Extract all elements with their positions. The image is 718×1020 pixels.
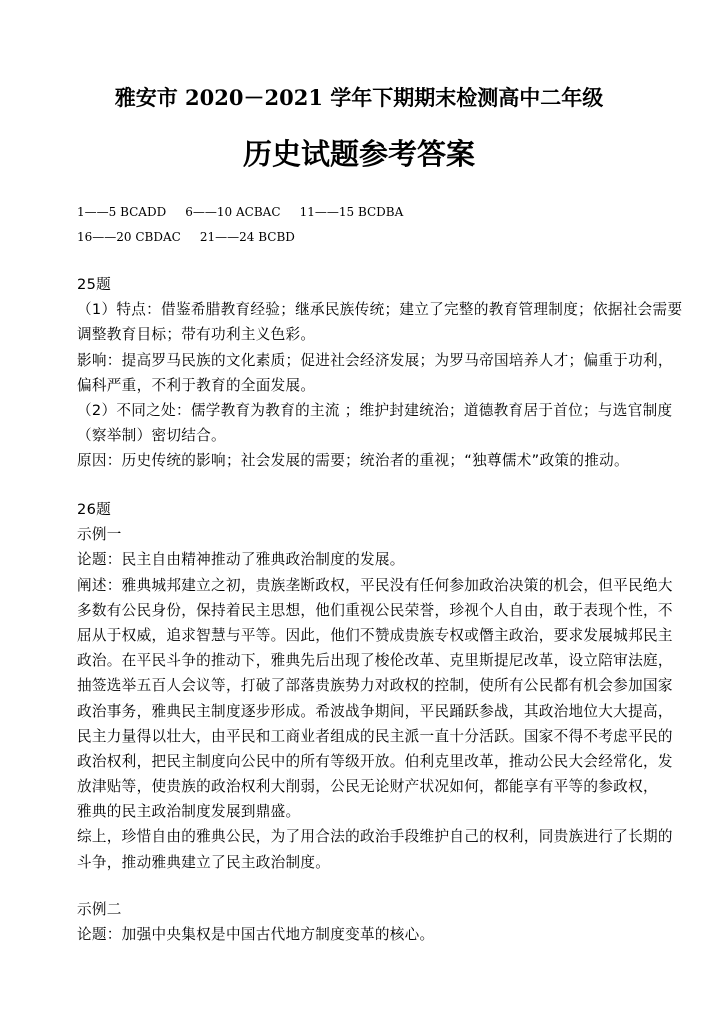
- answer-line: 屈从于权威，追求智慧与平等。因此，他们不赞成贵族专权或僭主政治，要求发展城邦民主: [77, 626, 673, 644]
- answer-line: 民主力量得以壮大，由平民和工商业者组成的民主派一直十分活跃。国家不得不考虑平民的: [77, 727, 673, 745]
- example-label: 示例一: [77, 526, 122, 544]
- answer-line: 论题：加强中央集权是中国古代地方制度变革的核心。: [77, 926, 435, 944]
- answer-line: 论题：民主自由精神推动了雅典政治制度的发展。: [77, 551, 405, 569]
- answer-line: 综上，珍惜自由的雅典公民，为了用合法的政治手段维护自己的权利，同贵族进行了长期的: [77, 828, 673, 846]
- answer-line: 放津贴等，使贵族的政治权利大削弱，公民无论财产状况如何，都能享有平等的参政权，: [77, 778, 658, 796]
- multiple-choice-answers-row-1: 1——5 BCADD 6——10 ACBAC 11——15 BCDBA: [77, 205, 404, 219]
- answer-line: 阐述：雅典城邦建立之初，贵族垄断政权，平民没有任何参加政治决策的机会，但平民绝大: [77, 576, 673, 594]
- question-heading: 26题: [77, 501, 112, 518]
- question-26-example-2: [77, 897, 647, 947]
- answer-line: （1）特点：借鉴希腊教育经验；继承民族传统；建立了完整的教育管理制度；依据社会需要: [77, 301, 683, 319]
- answer-line: 影响：提高罗马民族的文化素质；促进社会经济发展；为罗马帝国培养人才；偏重于功利，: [77, 351, 673, 369]
- multiple-choice-answers-row-2: 16——20 CBDAC 21——24 BCBD: [77, 230, 295, 244]
- answer-line: 政治事务，雅典民主制度逐步形成。希波战争期间，平民踊跃参战，其政治地位大大提高，: [77, 702, 673, 720]
- example-label: 示例二: [77, 901, 122, 918]
- answer-line: 政治。在平民斗争的推动下，雅典先后出现了梭伦改革、克里斯提尼改革，设立陪审法庭，: [77, 652, 673, 670]
- answer-line: （察举制）密切结合。: [77, 427, 226, 445]
- answer-line: 偏科严重，不利于教育的全面发展。: [77, 376, 316, 394]
- answer-line: 政治权利，把民主制度向公民中的所有等级开放。伯利克里改革，推动公民大会经常化，发: [77, 752, 673, 770]
- answer-line: 雅典的民主政治制度发展到鼎盛。: [77, 803, 301, 821]
- document-title: 历史试题参考答案: [242, 137, 475, 171]
- answer-line: 多数有公民身份，保持着民主思想，他们重视公民荣誉，珍视个人自由，敢于表现个性，不: [77, 601, 673, 619]
- exam-title: 雅安市 2020－2021 学年下期期末检测高中二年级: [114, 85, 604, 110]
- answer-line: 调整教育目标；带有功利主义色彩。: [77, 326, 316, 344]
- question-25-answer: [77, 272, 683, 474]
- answer-line: 抽签选举五百人会议等，打破了部落贵族势力对政权的控制，使所有公民都有机会参加国家: [77, 677, 673, 695]
- answer-line: 原因：历史传统的影响；社会发展的需要；统治者的重视；“独尊儒术”政策的推动。: [77, 452, 629, 470]
- question-heading: 25题: [77, 276, 112, 293]
- answer-line: （2）不同之处：儒学教育为教育的主流 ；维护封建统治；道德教育居于首位；与选官制度: [77, 401, 673, 419]
- question-26-answer: [77, 497, 673, 875]
- answer-line: 斗争，推动雅典建立了民主政治制度。: [77, 853, 331, 871]
